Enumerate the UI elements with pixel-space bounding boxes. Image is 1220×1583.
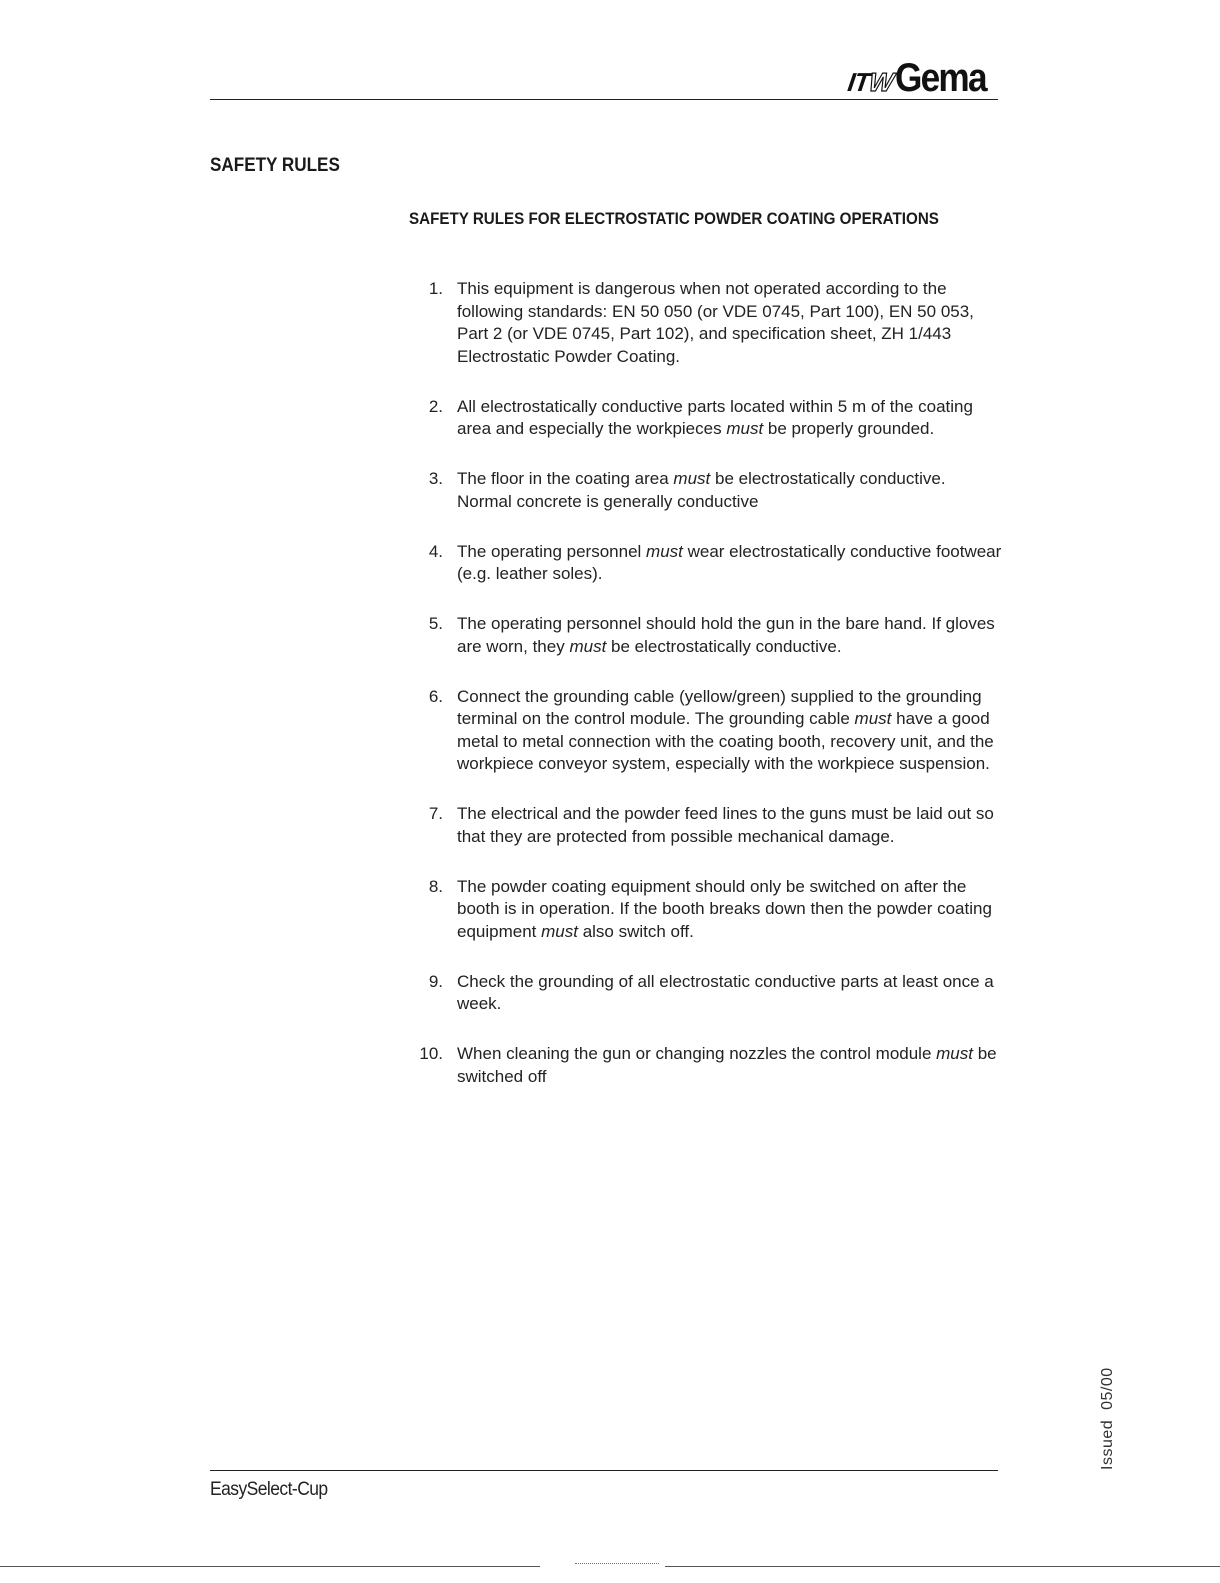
rule-number: 5. — [428, 614, 443, 633]
scan-edge-line — [665, 1566, 1220, 1567]
rule-text-segment: be electrostatically conductive. Normal concrete is generally conductive — [457, 469, 946, 511]
rule-emphasis: must — [854, 709, 892, 728]
rule-text — [457, 613, 1004, 658]
rule-text — [457, 541, 1004, 586]
rule-number: 2. — [428, 396, 443, 416]
rule-text-segment: also switch off. — [577, 921, 694, 941]
rule-text — [457, 686, 1004, 776]
rule-text — [457, 876, 1004, 944]
rule-text — [457, 803, 1004, 848]
issued-label: Issued — [1099, 1419, 1116, 1470]
rule-number: 8. — [428, 876, 443, 896]
rule-text — [457, 1043, 1004, 1088]
rule-emphasis: must — [726, 419, 764, 438]
rule-text — [457, 971, 1004, 1016]
logo-itw: ITW — [846, 67, 895, 97]
safety-rule-item — [409, 541, 1004, 586]
header-divider — [210, 99, 998, 100]
scan-edge-mark — [575, 1563, 659, 1568]
footer-divider — [210, 1470, 998, 1471]
section-title: SAFETY RULES — [210, 155, 340, 176]
safety-rule-item — [409, 971, 1004, 1016]
rule-text-segment: Check the grounding of all electrostatic conductive parts at least once a week. — [457, 971, 994, 1013]
rule-number: 6. — [428, 686, 443, 706]
rule-text-segment: The operating personnel — [457, 541, 647, 561]
rule-text-segment: The powder coating equipment should only be switched on after the booth is in operation. If the booth breaks down then the powder coating equipment — [457, 876, 992, 941]
safety-rules-list — [409, 278, 1004, 1116]
rule-text-segment: have a good metal to metal connection with the coating booth, recovery unit, and the workpiece conveyor system, especially with the workpiece suspension. — [457, 709, 994, 773]
rule-text-segment: Connect the grounding cable (yellow/green) supplied to the grounding terminal on the control module. The grounding cable — [457, 686, 982, 728]
rule-number: 3. — [428, 469, 443, 488]
rule-text-segment: wear electrostatically conductive footwear (e.g. leather soles). — [457, 541, 1002, 583]
rule-text-segment: All electrostatically conductive parts located within 5 m of the coating area and especially the workpieces — [457, 396, 973, 438]
rule-emphasis: must — [936, 1044, 973, 1063]
safety-rule-item — [409, 876, 1004, 944]
safety-rule-item — [409, 278, 1004, 368]
safety-rule-item — [409, 396, 1004, 441]
rule-number: 1. — [428, 279, 443, 298]
safety-rule-item — [409, 468, 1004, 513]
rule-text-segment: The operating personnel should hold the gun in the bare hand. If gloves are worn, they — [457, 614, 995, 656]
rule-number: 7. — [428, 804, 443, 823]
rule-emphasis: must — [541, 921, 578, 941]
rule-text-segment: be properly grounded. — [763, 419, 935, 438]
rule-emphasis: must — [673, 469, 711, 488]
safety-rule-item — [409, 803, 1004, 848]
rule-text-segment: be switched off — [457, 1044, 997, 1086]
rule-text-segment: This equipment is dangerous when not operated according to the following standards: EN 50 050 (or VDE 0745, Part 100), EN 50 053, Part 2 (or VDE 0745, Part 102), and specification sheet, ZH 1/443 Electrostatic Powder Coating. — [457, 279, 974, 366]
rule-text-segment: When cleaning the gun or changing nozzles the control module — [457, 1044, 937, 1063]
scan-edge-line — [0, 1566, 540, 1567]
issued-date: 05/00 — [1099, 1367, 1116, 1410]
rule-number: 4. — [428, 541, 443, 561]
issued-date-label — [1099, 1367, 1117, 1470]
rule-text-segment: The electrical and the powder feed lines to the guns must be laid out so that they are protected from possible mechanical damage. — [457, 804, 994, 846]
logo-gema: Gema — [894, 56, 986, 100]
rule-text — [457, 396, 1004, 441]
rule-number: 9. — [428, 971, 443, 991]
safety-rule-item — [409, 613, 1004, 658]
safety-rule-item — [409, 1043, 1004, 1088]
rule-emphasis: must — [646, 541, 683, 561]
page-subtitle: SAFETY RULES FOR ELECTROSTATIC POWDER COATING OPERATIONS — [409, 210, 939, 228]
rule-text — [457, 468, 1004, 513]
safety-rule-item — [409, 686, 1004, 776]
rule-text — [457, 278, 1004, 368]
rule-text-segment: be electrostatically conductive. — [606, 636, 842, 656]
footer-document-name: EasySelect-Cup — [210, 1479, 328, 1500]
itw-gema-logo — [848, 58, 998, 98]
rule-emphasis: must — [569, 636, 607, 656]
rule-text-segment: The floor in the coating area — [457, 469, 674, 488]
rule-number: 10. — [419, 1044, 443, 1063]
